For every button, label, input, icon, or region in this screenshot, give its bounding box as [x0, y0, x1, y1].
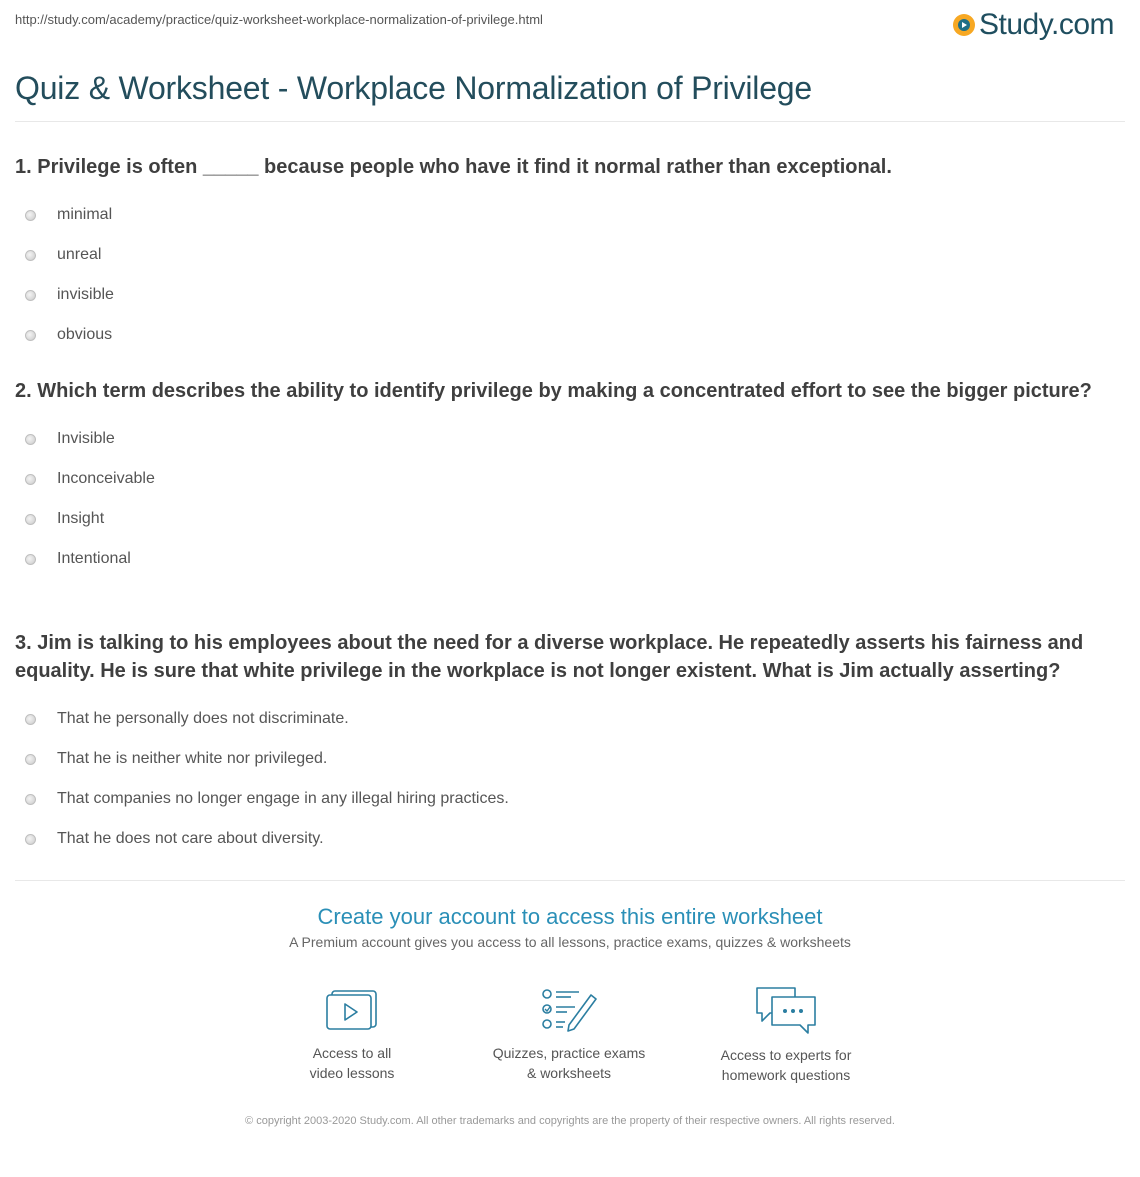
feature-experts: [686, 985, 886, 1085]
answer-option[interactable]: [15, 315, 1120, 355]
question-text: 1. Privilege is often _____ because people who have it find it normal rather than exceptional.: [15, 156, 892, 178]
radio-button[interactable]: [25, 794, 36, 805]
answer-label: That companies no longer engage in any illegal hiring practices.: [57, 790, 509, 807]
premium-description: A Premium account gives you access to all lessons, practice exams, quizzes & worksheets: [289, 934, 851, 950]
radio-button[interactable]: [25, 834, 36, 845]
section-divider: [15, 880, 1125, 881]
answer-label: invisible: [57, 286, 114, 303]
radio-button[interactable]: [25, 714, 36, 725]
answer-label: That he is neither white nor privileged.: [57, 750, 328, 767]
answer-label: unreal: [57, 246, 102, 263]
radio-button[interactable]: [25, 210, 36, 221]
feature-video-lessons: [252, 985, 452, 1083]
logo-text: Study.com: [979, 8, 1114, 41]
feature-label: [252, 1043, 452, 1083]
feature-line: Quizzes, practice exams: [492, 1045, 646, 1061]
page-url: http://study.com/academy/practice/quiz-worksheet-workplace-normalization-of-privilege.html: [15, 12, 543, 27]
answer-option[interactable]: [15, 779, 1120, 819]
study-logo[interactable]: [953, 8, 1114, 42]
feature-line: Access to all: [312, 1045, 392, 1061]
radio-button[interactable]: [25, 554, 36, 565]
answer-options: [15, 419, 1120, 579]
answer-label: Invisible: [57, 430, 115, 447]
radio-button[interactable]: [25, 434, 36, 445]
feature-line: Access to experts for: [720, 1047, 852, 1063]
answer-option[interactable]: [15, 819, 1120, 859]
question-1: [15, 153, 1120, 355]
answer-option[interactable]: [15, 499, 1120, 539]
answer-options: [15, 195, 1120, 355]
create-account-link[interactable]: Create your account to access this entire worksheet: [317, 904, 823, 929]
feature-quizzes: [469, 985, 669, 1083]
radio-button[interactable]: [25, 290, 36, 301]
video-lesson-icon: [324, 985, 380, 1033]
answer-option[interactable]: [15, 275, 1120, 315]
feature-line: video lessons: [309, 1065, 395, 1081]
answer-label: That he does not care about diversity.: [57, 830, 324, 847]
answer-label: Inconceivable: [57, 470, 155, 487]
answer-label: minimal: [57, 206, 113, 223]
page-title: Quiz & Worksheet - Workplace Normalization of Privilege: [15, 70, 813, 106]
answer-label: Insight: [57, 510, 105, 527]
answer-option[interactable]: [15, 699, 1120, 739]
radio-button[interactable]: [25, 754, 36, 765]
chat-bubbles-icon: [754, 985, 818, 1035]
radio-button[interactable]: [25, 474, 36, 485]
question-3: [15, 629, 1120, 859]
answer-option[interactable]: [15, 235, 1120, 275]
answer-options: [15, 699, 1120, 859]
answer-option[interactable]: [15, 419, 1120, 459]
answer-option[interactable]: [15, 539, 1120, 579]
feature-line: & worksheets: [526, 1065, 612, 1081]
answer-label: obvious: [57, 326, 113, 343]
answer-option[interactable]: [15, 739, 1120, 779]
answer-label: That he personally does not discriminate.: [57, 710, 349, 727]
feature-label: [469, 1043, 669, 1083]
radio-button[interactable]: [25, 330, 36, 341]
answer-option[interactable]: [15, 195, 1120, 235]
answer-label: Intentional: [57, 550, 131, 567]
answer-option[interactable]: [15, 459, 1120, 499]
feature-label: [686, 1045, 886, 1085]
question-text: 2. Which term describes the ability to identify privilege by making a concentrated effort to see the bigger picture?: [15, 380, 1092, 402]
play-logo-icon: [953, 14, 975, 36]
radio-button[interactable]: [25, 514, 36, 525]
radio-button[interactable]: [25, 250, 36, 261]
question-text: 3. Jim is talking to his employees about the need for a diverse workplace. He repeatedly asserts his fairness and equality. He is sure that white privilege in the workplace is not longer existent. What is Jim actually asserting?: [15, 632, 1084, 682]
title-divider: [15, 121, 1125, 122]
copyright-notice: © copyright 2003-2020 Study.com. All other trademarks and copyrights are the property of their respective owners. All rights reserved.: [245, 1115, 895, 1127]
quiz-checklist-icon: [539, 985, 599, 1033]
question-2: [15, 377, 1120, 579]
feature-line: homework questions: [721, 1067, 851, 1083]
